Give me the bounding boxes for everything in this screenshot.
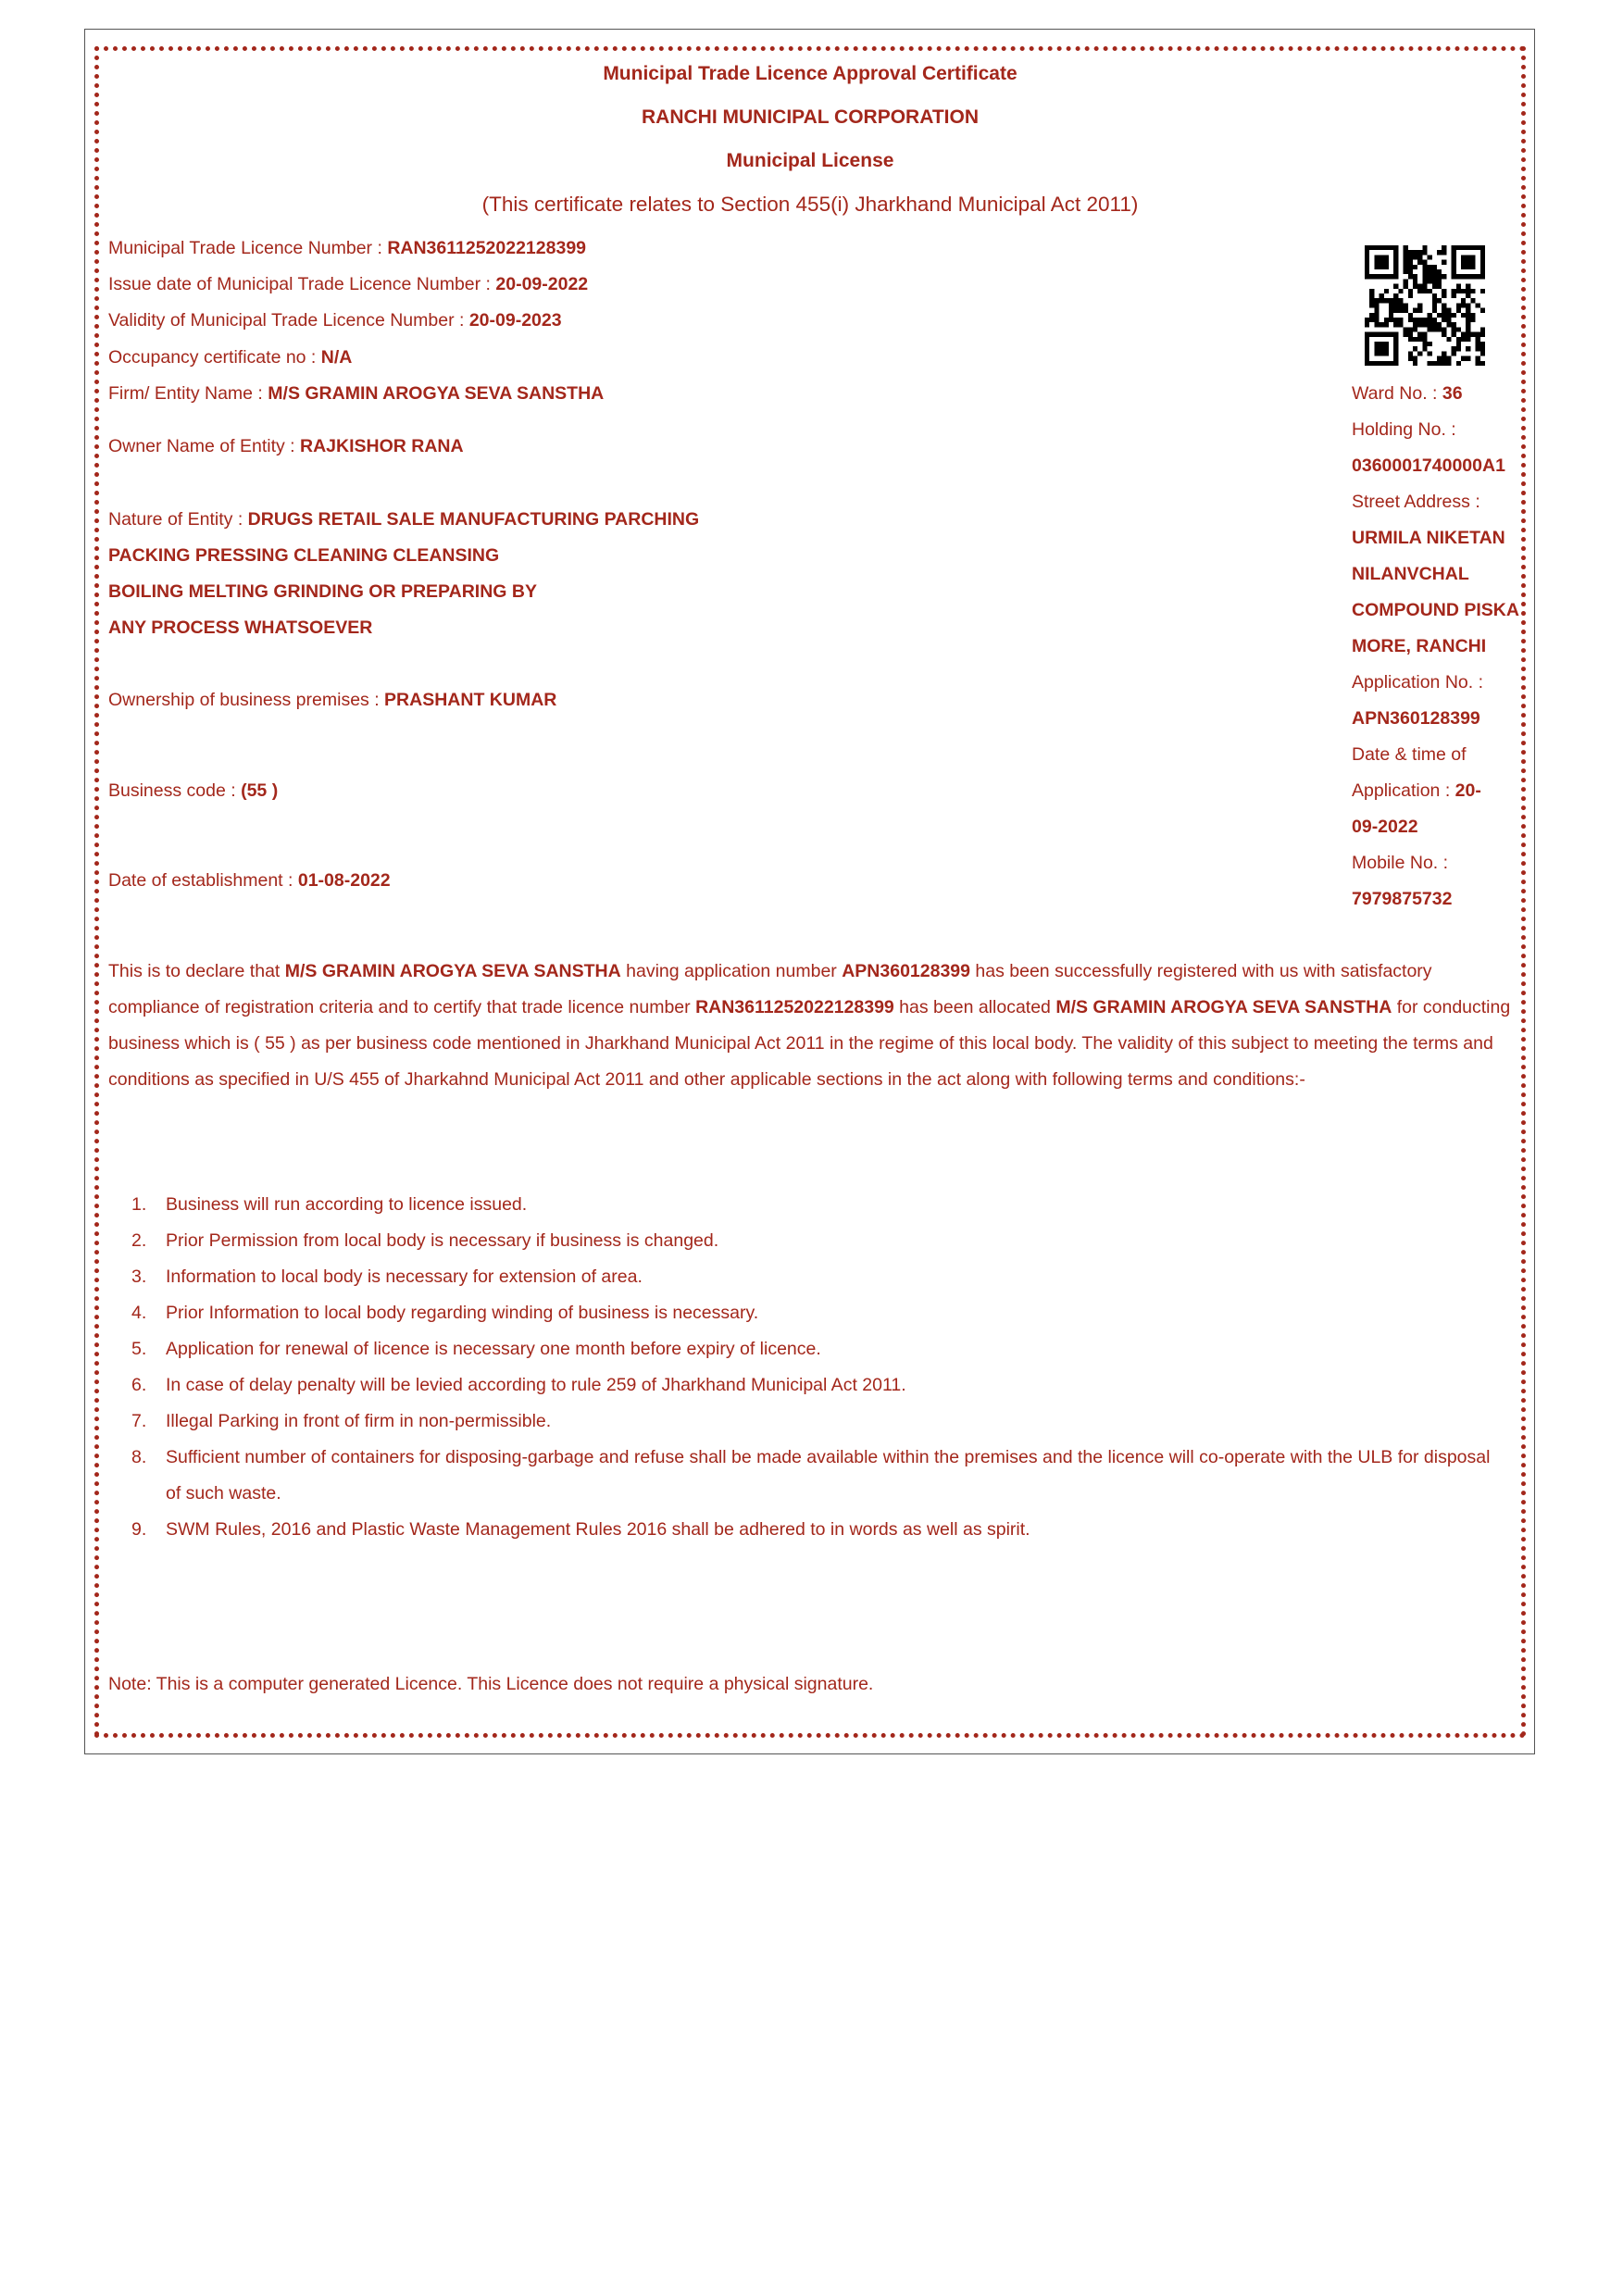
nature-line: DRUGS RETAIL SALE MANUFACTURING PARCHING xyxy=(247,509,700,530)
mobile-number: 7979875732 xyxy=(1352,889,1453,909)
certificate-title: Municipal Trade Licence Approval Certificate xyxy=(603,63,1017,84)
list-item: 1. Business will run according to licence issued. xyxy=(131,1194,528,1215)
validity-date: 20-09-2023 xyxy=(468,310,562,331)
application-datetime-row: Application : 20- xyxy=(1352,780,1481,801)
list-item: 4. Prior Information to local body regarding winding of business is necessary. xyxy=(131,1303,759,1323)
firm-name: M/S GRAMIN AROGYA SEVA SANSTHA xyxy=(268,383,605,404)
mobile-label: Mobile No. : xyxy=(1352,853,1449,873)
list-item: 7. Illegal Parking in front of firm in non-permissible. xyxy=(131,1411,552,1431)
list-item: 5. Application for renewal of licence is necessary one month before expiry of licence. xyxy=(131,1339,821,1359)
licence-number-row: Municipal Trade Licence Number : RAN3611252022128399 xyxy=(108,238,587,258)
owner-name: RAJKISHOR RANA xyxy=(300,436,464,456)
application-number: APN360128399 xyxy=(1352,708,1480,729)
list-item: 9. SWM Rules, 2016 and Plastic Waste Management Rules 2016 shall be adhered to in words as well as spirit. xyxy=(131,1519,1030,1540)
premises-owner: PRASHANT KUMAR xyxy=(384,690,557,710)
issue-date-row: Issue date of Municipal Trade Licence Number : 20-09-2022 xyxy=(108,274,589,294)
occupancy-row: Occupancy certificate no : N/A xyxy=(108,347,353,368)
application-label: Application No. : xyxy=(1352,672,1483,693)
holding-label: Holding No. : xyxy=(1352,419,1456,440)
license-type: Municipal License xyxy=(726,150,894,171)
list-item: 2. Prior Permission from local body is necessary if business is changed. xyxy=(131,1230,719,1251)
datetime-label: Date & time of xyxy=(1352,744,1467,765)
firm-name-row: Firm/ Entity Name : M/S GRAMIN AROGYA SEVA SANSTHA xyxy=(108,383,605,404)
street-label: Street Address : xyxy=(1352,492,1480,512)
establishment-date: 01-08-2022 xyxy=(297,870,391,891)
owner-name-row: Owner Name of Entity : RAJKISHOR RANA xyxy=(108,436,464,456)
nature-row: Nature of Entity : DRUGS RETAIL SALE MANUFACTURING PARCHING xyxy=(108,509,700,530)
footer-note: Note: This is a computer generated Licence. This Licence does not require a physical signature. xyxy=(108,1674,874,1694)
nature-line: ANY PROCESS WHATSOEVER xyxy=(108,618,373,638)
list-item: 3. Information to local body is necessary for extension of area. xyxy=(131,1267,643,1287)
business-code: (55 ) xyxy=(241,780,279,801)
holding-number: 0360001740000A1 xyxy=(1352,455,1505,476)
section-note: (This certificate relates to Section 455(i) Jharkhand Municipal Act 2011) xyxy=(481,193,1139,216)
occupancy-value: N/A xyxy=(320,347,353,368)
ward-number: 36 xyxy=(1442,383,1463,404)
corporation-name: RANCHI MUNICIPAL CORPORATION xyxy=(642,106,979,128)
street-line: COMPOUND PISKA xyxy=(1352,600,1519,620)
street-line: NILANVCHAL xyxy=(1352,564,1469,584)
issue-date: 20-09-2022 xyxy=(495,274,589,294)
street-line: URMILA NIKETAN xyxy=(1352,528,1505,548)
list-item: 8. Sufficient number of containers for disposing-garbage and refuse shall be made available within the premises and the licence will co-operate with the ULB for disposal of such waste. xyxy=(131,1447,1491,1504)
list-item: 6. In case of delay penalty will be levied according to rule 259 of Jharkhand Municipal Act 2011. xyxy=(131,1375,906,1395)
declaration-paragraph: This is to declare that M/S GRAMIN AROGYA SEVA SANSTHA having application number APN360128399 has been successfully registered with us with satisfactory compliance of registration criteria and to certify that trade licence number RAN3611252022128399 has been allocated M/S GRAMIN AROGYA SEVA SANSTHA for conducting business which is ( 55 ) as per business code mentioned in Jharkhand Municipal Act 2011 in the regime of this local body. The validity of this subject to meeting the terms and conditions as specified in U/S 455 of Jharkahnd Municipal Act 2011 and other applicable sections in the act along with following terms and conditions:- xyxy=(108,961,1511,1090)
nature-line: BOILING MELTING GRINDING OR PREPARING BY xyxy=(108,581,537,602)
validity-row: Validity of Municipal Trade Licence Number : 20-09-2023 xyxy=(108,310,562,331)
application-datetime-cont: 09-2022 xyxy=(1352,817,1418,837)
qr-code-icon xyxy=(1365,245,1485,366)
establishment-row: Date of establishment : 01-08-2022 xyxy=(108,870,391,891)
ward-row: Ward No. : 36 xyxy=(1352,383,1463,404)
street-line: MORE, RANCHI xyxy=(1352,636,1487,656)
ownership-row: Ownership of business premises : PRASHANT KUMAR xyxy=(108,690,557,710)
terms-list xyxy=(131,1187,1506,1548)
nature-line: PACKING PRESSING CLEANING CLEANSING xyxy=(108,545,500,566)
business-code-row: Business code : (55 ) xyxy=(108,780,279,801)
licence-number: RAN3611252022128399 xyxy=(387,238,587,258)
